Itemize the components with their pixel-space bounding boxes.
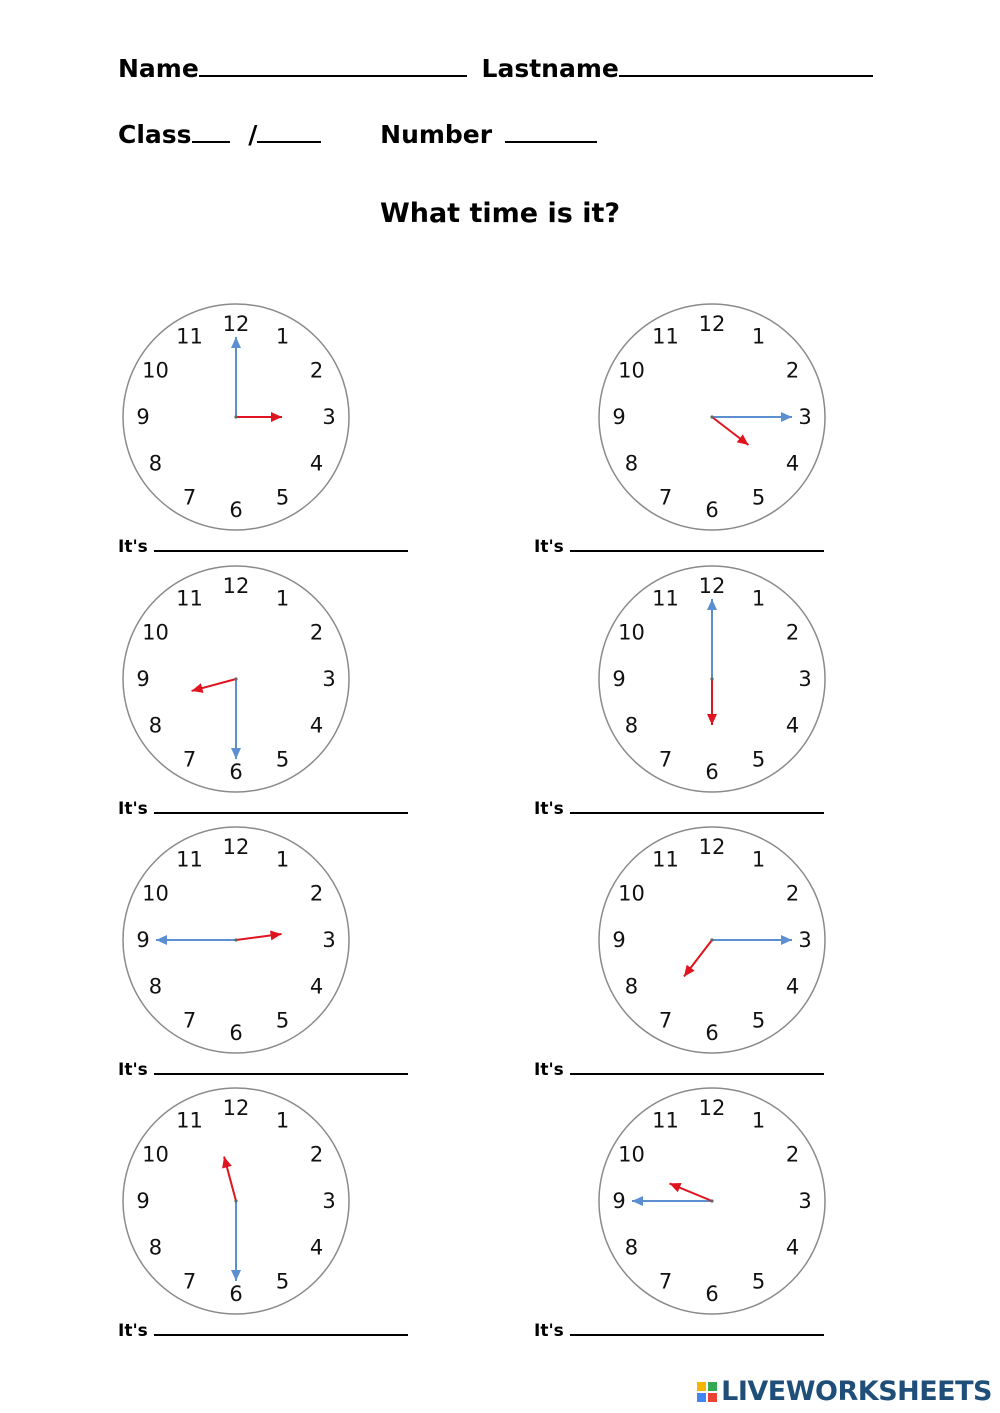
name-row bbox=[118, 54, 873, 83]
clock-center bbox=[234, 1199, 237, 1202]
clock-numeral: 7 bbox=[658, 1269, 673, 1294]
clock-numeral: 8 bbox=[148, 974, 163, 999]
clock-numeral: 1 bbox=[275, 586, 290, 611]
clock-numeral: 9 bbox=[612, 928, 626, 952]
clock-numeral: 8 bbox=[148, 1235, 163, 1260]
clock-numeral: 3 bbox=[798, 1189, 812, 1213]
clock-numeral: 11 bbox=[652, 324, 679, 349]
clock-numeral: 6 bbox=[705, 760, 719, 784]
answer-field[interactable] bbox=[154, 1071, 408, 1075]
clock-numeral: 3 bbox=[798, 667, 812, 691]
answer-label: It's bbox=[534, 1321, 564, 1341]
clock-numeral: 2 bbox=[785, 881, 800, 906]
clock-numeral: 6 bbox=[229, 1282, 243, 1306]
clock-numeral: 1 bbox=[751, 1108, 766, 1133]
clock-numeral: 5 bbox=[751, 485, 766, 510]
clock-numeral: 12 bbox=[698, 312, 726, 336]
clock-numeral: 8 bbox=[148, 451, 163, 476]
clock-numeral: 6 bbox=[705, 498, 719, 522]
name-field[interactable] bbox=[199, 71, 467, 77]
clock-numeral: 2 bbox=[309, 1142, 324, 1167]
class-separator: / bbox=[248, 120, 258, 149]
clock-numeral: 11 bbox=[652, 586, 679, 611]
clock-numeral: 7 bbox=[182, 747, 197, 772]
clock-numeral: 10 bbox=[618, 358, 645, 383]
answer-label: It's bbox=[118, 537, 148, 557]
clock-numeral: 1 bbox=[751, 324, 766, 349]
clock-numeral: 3 bbox=[798, 405, 812, 429]
clock-numeral: 9 bbox=[612, 1189, 626, 1213]
clock-face bbox=[115, 558, 357, 800]
clock-numeral: 12 bbox=[698, 574, 726, 598]
clock-numeral: 4 bbox=[309, 713, 324, 738]
clock-numeral: 8 bbox=[624, 1235, 639, 1260]
answer-line bbox=[534, 799, 824, 819]
answer-label: It's bbox=[118, 1321, 148, 1341]
answer-field[interactable] bbox=[570, 1071, 824, 1075]
clock-numeral: 2 bbox=[309, 620, 324, 645]
clock-numeral: 10 bbox=[142, 620, 169, 645]
clock-face bbox=[591, 819, 833, 1061]
answer-label: It's bbox=[534, 799, 564, 819]
clock-center bbox=[234, 938, 237, 941]
clock-numeral: 11 bbox=[176, 847, 203, 872]
answer-line bbox=[118, 799, 408, 819]
clock-numeral: 5 bbox=[275, 747, 290, 772]
answer-line bbox=[118, 537, 408, 557]
clock-numeral: 9 bbox=[136, 405, 150, 429]
clock-numeral: 3 bbox=[322, 667, 336, 691]
clock-numeral: 12 bbox=[222, 574, 250, 598]
clock-numeral: 1 bbox=[275, 324, 290, 349]
clock-numeral: 9 bbox=[136, 928, 150, 952]
clock-face bbox=[591, 558, 833, 800]
clock-numeral: 5 bbox=[275, 1269, 290, 1294]
clock-numeral: 2 bbox=[309, 881, 324, 906]
clock-numeral: 2 bbox=[309, 358, 324, 383]
clock-numeral: 1 bbox=[751, 847, 766, 872]
logo-tile bbox=[697, 1382, 706, 1391]
answer-field[interactable] bbox=[570, 548, 824, 552]
clock-center bbox=[710, 677, 713, 680]
clock-numeral: 5 bbox=[751, 747, 766, 772]
number-label: Number bbox=[380, 120, 493, 149]
clock-numeral: 8 bbox=[624, 713, 639, 738]
clock-numeral: 11 bbox=[176, 324, 203, 349]
clock-numeral: 7 bbox=[182, 1008, 197, 1033]
clock-face bbox=[115, 819, 357, 1061]
answer-field[interactable] bbox=[570, 810, 824, 814]
clock-numeral: 12 bbox=[698, 1096, 726, 1120]
clock-numeral: 7 bbox=[658, 485, 673, 510]
clock-numeral: 8 bbox=[624, 451, 639, 476]
logo-tile bbox=[697, 1393, 706, 1402]
clock-numeral: 12 bbox=[698, 835, 726, 859]
clock-numeral: 11 bbox=[176, 1108, 203, 1133]
clock-numeral: 5 bbox=[751, 1269, 766, 1294]
clock-numeral: 10 bbox=[142, 881, 169, 906]
class-label: Class bbox=[118, 120, 192, 149]
answer-label: It's bbox=[118, 799, 148, 819]
logo-tile bbox=[708, 1393, 717, 1402]
clock-numeral: 2 bbox=[785, 358, 800, 383]
liveworksheets-logo bbox=[697, 1376, 992, 1407]
clock-numeral: 1 bbox=[275, 1108, 290, 1133]
clock-numeral: 11 bbox=[652, 1108, 679, 1133]
clock-numeral: 4 bbox=[785, 451, 800, 476]
clock-numeral: 10 bbox=[618, 1142, 645, 1167]
answer-field[interactable] bbox=[154, 1332, 408, 1336]
clock-face bbox=[591, 296, 833, 538]
answer-line bbox=[534, 1321, 824, 1341]
clock-numeral: 10 bbox=[142, 358, 169, 383]
clock-numeral: 7 bbox=[658, 747, 673, 772]
clock-numeral: 9 bbox=[136, 1189, 150, 1213]
clock-numeral: 1 bbox=[751, 586, 766, 611]
clock-numeral: 10 bbox=[142, 1142, 169, 1167]
clock-numeral: 6 bbox=[229, 1021, 243, 1045]
clock-numeral: 9 bbox=[612, 667, 626, 691]
clock-numeral: 2 bbox=[785, 1142, 800, 1167]
clock-numeral: 4 bbox=[785, 974, 800, 999]
clock-numeral: 10 bbox=[618, 620, 645, 645]
name-label: Name bbox=[118, 54, 199, 83]
answer-label: It's bbox=[534, 537, 564, 557]
class-row bbox=[118, 120, 597, 149]
clock-face bbox=[115, 1080, 357, 1322]
logo-tile bbox=[708, 1382, 717, 1391]
clock-numeral: 5 bbox=[275, 1008, 290, 1033]
number-field[interactable] bbox=[505, 137, 597, 143]
answer-field[interactable] bbox=[570, 1332, 824, 1336]
clock-center bbox=[234, 677, 237, 680]
clock-numeral: 5 bbox=[751, 1008, 766, 1033]
answer-label: It's bbox=[534, 1060, 564, 1080]
clock-numeral: 7 bbox=[658, 1008, 673, 1033]
answer-line bbox=[118, 1060, 408, 1080]
answer-line bbox=[534, 537, 824, 557]
clock-numeral: 11 bbox=[652, 847, 679, 872]
clock-numeral: 3 bbox=[322, 928, 336, 952]
clock-numeral: 10 bbox=[618, 881, 645, 906]
clock-numeral: 2 bbox=[785, 620, 800, 645]
clock-numeral: 1 bbox=[275, 847, 290, 872]
clock-numeral: 5 bbox=[275, 485, 290, 510]
clock-face bbox=[591, 1080, 833, 1322]
answer-field[interactable] bbox=[154, 548, 408, 552]
clock-numeral: 3 bbox=[322, 405, 336, 429]
clock-numeral: 4 bbox=[785, 713, 800, 738]
clock-numeral: 4 bbox=[309, 974, 324, 999]
clock-numeral: 8 bbox=[148, 713, 163, 738]
logo-icon bbox=[697, 1382, 717, 1402]
clock-center bbox=[234, 415, 237, 418]
clock-numeral: 4 bbox=[785, 1235, 800, 1260]
worksheet-title: What time is it? bbox=[379, 198, 621, 229]
clock-numeral: 3 bbox=[798, 928, 812, 952]
clock-numeral: 9 bbox=[136, 667, 150, 691]
clock-center bbox=[710, 415, 713, 418]
clock-center bbox=[710, 1199, 713, 1202]
clock-numeral: 3 bbox=[322, 1189, 336, 1213]
clock-numeral: 6 bbox=[229, 498, 243, 522]
clock-numeral: 6 bbox=[705, 1282, 719, 1306]
lastname-label: Lastname bbox=[481, 54, 619, 83]
clock-numeral: 4 bbox=[309, 451, 324, 476]
clock-numeral: 12 bbox=[222, 835, 250, 859]
clock-numeral: 7 bbox=[182, 485, 197, 510]
clock-face bbox=[115, 296, 357, 538]
clock-numeral: 11 bbox=[176, 586, 203, 611]
clock-numeral: 12 bbox=[222, 1096, 250, 1120]
clock-numeral: 12 bbox=[222, 312, 250, 336]
brand-text: LIVEWORKSHEETS bbox=[721, 1376, 992, 1407]
clock-numeral: 6 bbox=[229, 760, 243, 784]
lastname-field[interactable] bbox=[619, 71, 873, 77]
clock-numeral: 6 bbox=[705, 1021, 719, 1045]
clock-numeral: 4 bbox=[309, 1235, 324, 1260]
answer-line bbox=[118, 1321, 408, 1341]
answer-label: It's bbox=[118, 1060, 148, 1080]
class-section-field[interactable] bbox=[257, 137, 321, 143]
clock-numeral: 9 bbox=[612, 405, 626, 429]
answer-line bbox=[534, 1060, 824, 1080]
clock-center bbox=[710, 938, 713, 941]
answer-field[interactable] bbox=[154, 810, 408, 814]
class-field[interactable] bbox=[192, 137, 230, 143]
clock-numeral: 8 bbox=[624, 974, 639, 999]
clock-numeral: 7 bbox=[182, 1269, 197, 1294]
